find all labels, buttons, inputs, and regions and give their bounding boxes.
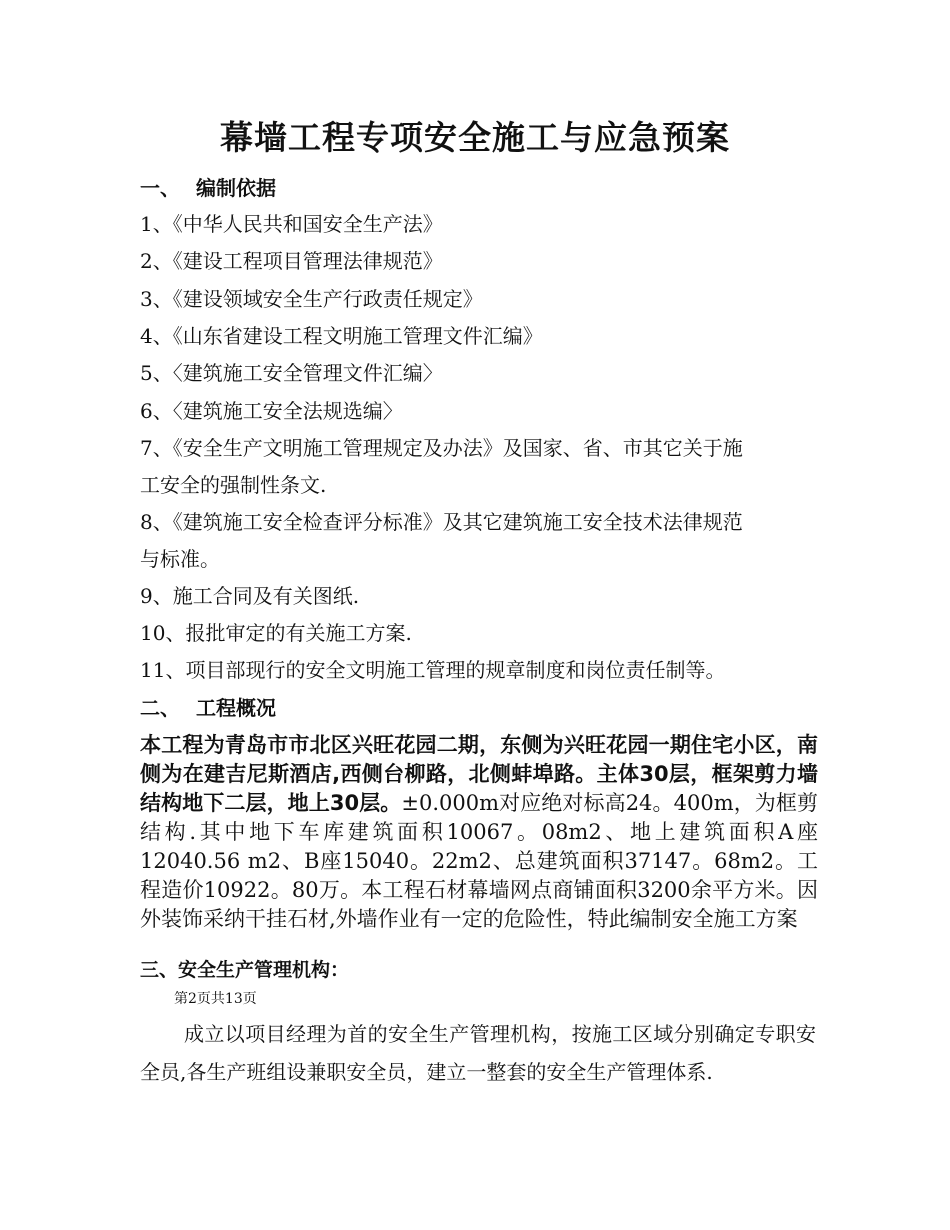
page-number: 第2页共13页	[174, 991, 257, 1007]
basis-item-continuation: 工安全的强制性条文.	[140, 473, 327, 497]
section-title: 工程概况	[196, 696, 276, 720]
section-heading-overview	[140, 692, 276, 721]
document-title: 幕墙工程专项安全施工与应急预案	[220, 118, 730, 157]
overview-bold-text: 本工程为青岛市市北区兴旺花园二期，东侧为兴旺花园一期住宅小区，南侧为在建吉尼斯酒店,西侧台柳路，北侧蚌埠路。主体30层，框架剪力墙结构地下二层，地上30层。	[140, 733, 818, 815]
basis-item: 7、《安全生产文明施工管理规定及办法》及国家、省、市其它关于施	[140, 436, 743, 460]
basis-item: 9、施工合同及有关图纸.	[140, 584, 360, 608]
basis-item: 6、〈建筑施工安全法规选编〉	[140, 399, 403, 423]
overview-text: ±0.000m对应绝对标高24。400m，为框剪结构.其中地下车库建筑面积10067。08m2、地上建筑面积A座12040.56 m2、B座15040。22m2、总建筑面积37147。68m2。工程造价10922。80万。本工程石材幕墙网点商铺面积3200余平方米。因外装饰采纳干挂石材,外墙作业有一定的危险性，特此编制安全施工方案	[140, 791, 818, 931]
basis-item: 10、报批审定的有关施工方案.	[140, 621, 412, 645]
section-number: 二、	[140, 696, 180, 720]
basis-item: 1、《中华人民共和国安全生产法》	[140, 212, 443, 236]
basis-item: 5、〈建筑施工安全管理文件汇编〉	[140, 361, 443, 385]
basis-item: 4、《山东省建设工程文明施工管理文件汇编》	[140, 324, 543, 348]
section-heading-basis	[140, 172, 276, 201]
section-number: 一、	[140, 176, 180, 200]
basis-item: 2、《建设工程项目管理法律规范》	[140, 249, 443, 273]
project-overview-paragraph	[140, 731, 818, 934]
basis-item-continuation: 与标准。	[140, 547, 220, 571]
section-title: 编制依据	[196, 176, 276, 200]
basis-item: 3、《建设领域安全生产行政责任规定》	[140, 287, 483, 311]
management-paragraph: 成立以项目经理为首的安全生产管理机构，按施工区域分别确定专职安全员,各生产班组设兼职安全员，建立一整套的安全生产管理体系.	[140, 1022, 816, 1084]
basis-item: 11、项目部现行的安全文明施工管理的规章制度和岗位责任制等。	[140, 658, 726, 682]
section-heading-management: 三、安全生产管理机构：	[140, 959, 350, 981]
basis-item: 8、《建筑施工安全检查评分标准》及其它建筑施工安全技术法律规范	[140, 510, 743, 534]
